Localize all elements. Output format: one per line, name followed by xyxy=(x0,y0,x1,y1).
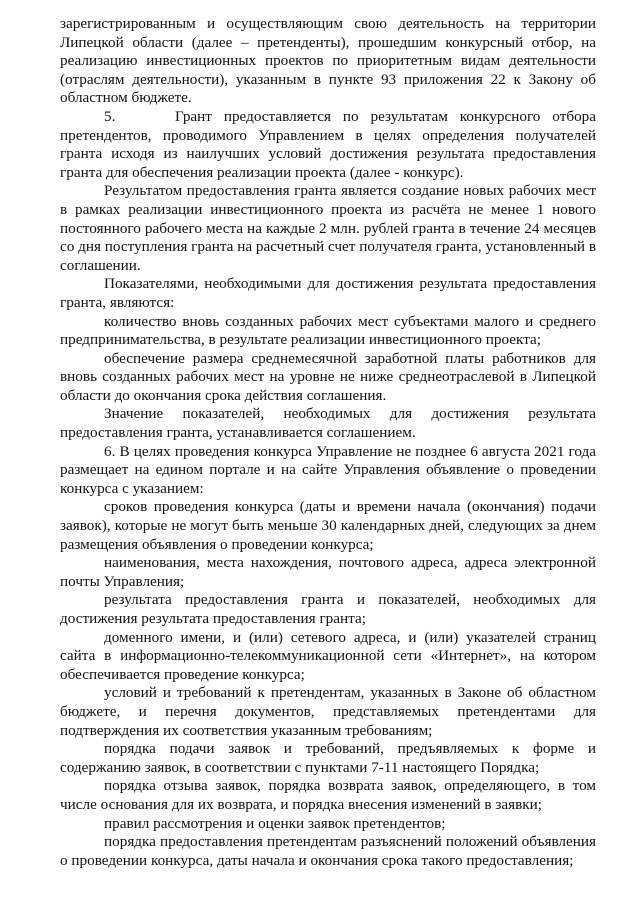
paragraph-submission: порядка подачи заявок и требований, предъявляемых к форме и содержанию заявок, в соответствии с пунктами 7-11 настоящего Порядка; xyxy=(60,740,596,776)
paragraph-domain: доменного имени, и (или) сетевого адреса, и (или) указателей страниц сайта в информационно-телекоммуникационной сети «Интернет», на котором обеспечивается проведение конкурса; xyxy=(60,628,596,683)
paragraph-item-6: 6. В целях проведения конкурса Управление не позднее 6 августа 2021 года размещает на едином портале и на сайте Управления объявление о проведении конкурса с указанием: xyxy=(60,442,596,497)
paragraph-withdrawal: порядка отзыва заявок, порядка возврата заявок, определяющего, в том числе основания для их возврата, и порядка внесения изменений в заявки; xyxy=(60,777,596,813)
document-page xyxy=(60,15,600,870)
paragraph-grant-result: результата предоставления гранта и показателей, необходимых для достижения результата предоставления гранта; xyxy=(60,591,596,627)
paragraph-continuation: зарегистрированным и осуществляющим свою деятельность на территории Липецкой области (далее – претенденты), прошедшим конкурсный отбор, на реализацию инвестиционных проектов по приоритетным видам деятельности (отраслям деятельности), указанным в пункте 93 приложения 22 к Закону об областном бюджете. xyxy=(60,15,596,107)
paragraph-name-address: наименования, места нахождения, почтового адреса, адреса электронной почты Управления; xyxy=(60,554,596,590)
paragraph-clarifications: порядка предоставления претендентам разъяснений положений объявления о проведении конкурса, даты начала и окончания срока такого предоставления; xyxy=(60,833,596,869)
paragraph-result: Результатом предоставления гранта является создание новых рабочих мест в рамках реализации инвестиционного проекта из расчёта не менее 1 нового постоянного рабочего места на каждые 2 млн. рублей гранта в течение 24 месяцев со дня поступления гранта на расчетный счет получателя гранта, установленный в соглашении. xyxy=(60,182,596,274)
paragraph-deadlines: сроков проведения конкурса (даты и времени начала (окончания) подачи заявок), которые не могут быть меньше 30 календарных дней, следующих за днем размещения объявления о проведении конкурса; xyxy=(60,498,596,553)
paragraph-item-5: 5. Грант предоставляется по результатам конкурсного отбора претендентов, проводимого Управлением в целях определения получателей гранта исходя из наилучших условий достижения результата предоставления гранта для обеспечения реализации проекта (далее - конкурс). xyxy=(60,107,600,181)
paragraph-conditions: условий и требований к претендентам, указанных в Законе об областном бюджете, и перечня документов, представляемых претендентами для подтверждения их соответствия указанным требованиям; xyxy=(60,684,596,739)
paragraph-indicator-values: Значение показателей, необходимых для достижения результата предоставления гранта, устанавливается соглашением. xyxy=(60,405,596,442)
paragraph-indicator-jobs: количество вновь созданных рабочих мест субъектами малого и среднего предпринимательства, в результате реализации инвестиционного проекта; xyxy=(60,312,596,349)
paragraph-review-rules: правил рассмотрения и оценки заявок претендентов; xyxy=(104,814,446,832)
paragraph-indicators: Показателями, необходимыми для достижения результата предоставления гранта, являются: xyxy=(60,275,596,311)
paragraph-indicator-salary: обеспечение размера среднемесячной заработной платы работников для вновь созданных рабочих мест на уровне не ниже среднеотраслевой в Липецкой области до окончания срока действия соглашения. xyxy=(60,349,596,404)
